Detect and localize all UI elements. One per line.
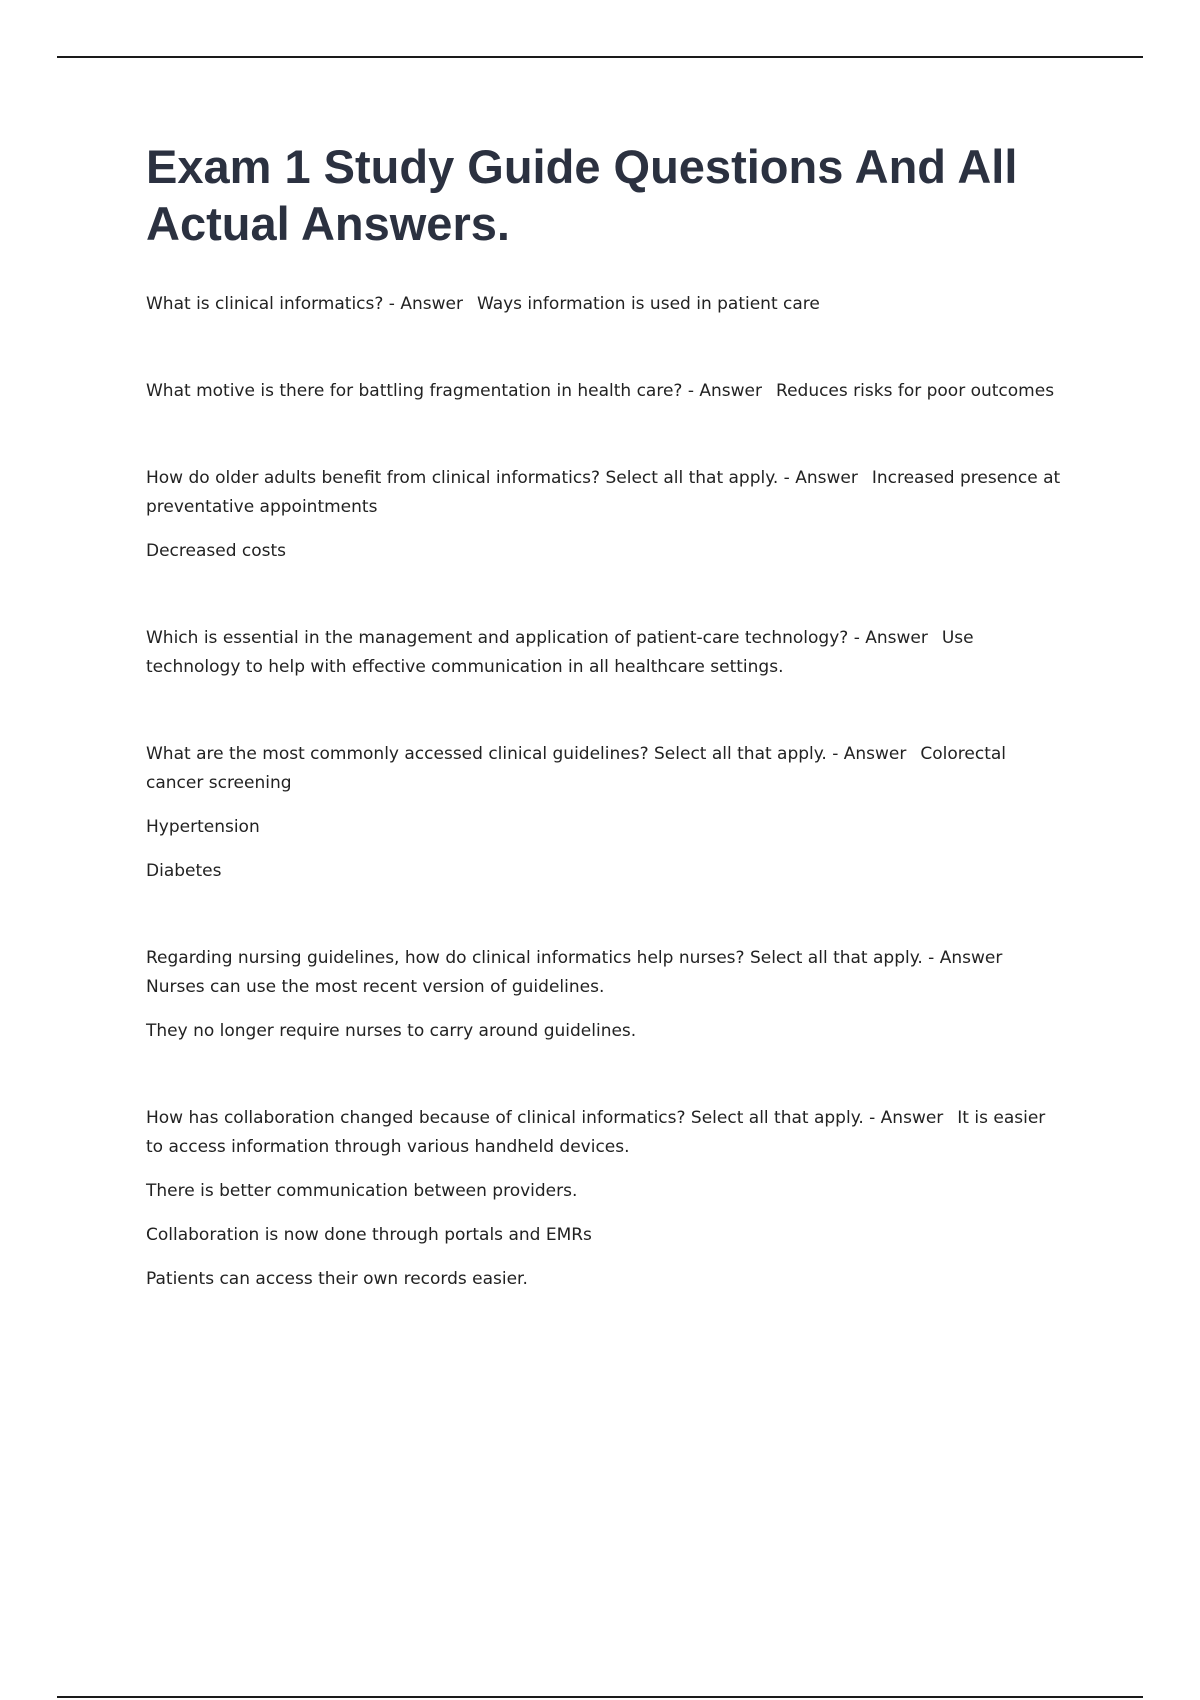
qa-paragraph bbox=[146, 377, 1066, 406]
answer-text: Reduces risks for poor outcomes bbox=[776, 381, 1055, 401]
answer-extra: Collaboration is now done through portals and EMRs bbox=[146, 1225, 592, 1245]
question-text: How do older adults benefit from clinical informatics? Select all that apply. - Answer bbox=[146, 468, 858, 488]
question-text: Which is essential in the management and application of patient-care technology? - Answer bbox=[146, 628, 928, 648]
document-body bbox=[146, 138, 1066, 1352]
qa-item-2 bbox=[146, 377, 1066, 406]
question-text: How has collaboration changed because of clinical informatics? Select all that apply. - Answer bbox=[146, 1108, 944, 1128]
qa-paragraph bbox=[146, 944, 1066, 1002]
qa-paragraph bbox=[146, 624, 1066, 682]
answer-text: Nurses can use the most recent version of guidelines. bbox=[146, 977, 605, 997]
qa-paragraph bbox=[146, 740, 1066, 798]
answer-extra: Hypertension bbox=[146, 817, 260, 837]
answer-extra: Patients can access their own records easier. bbox=[146, 1269, 528, 1289]
top-rule bbox=[57, 56, 1143, 58]
qa-item-7 bbox=[146, 1104, 1066, 1294]
answer-extra: There is better communication between providers. bbox=[146, 1181, 578, 1201]
qa-item-3 bbox=[146, 464, 1066, 566]
question-text: What motive is there for battling fragmentation in health care? - Answer bbox=[146, 381, 763, 401]
qa-paragraph bbox=[146, 290, 1066, 319]
answer-text: Increased presence at preventative appointments bbox=[146, 468, 1061, 517]
answer-text: Colorectal cancer screening bbox=[146, 744, 1006, 793]
answer-text: Ways information is used in patient care bbox=[476, 294, 820, 314]
answer-extra: Diabetes bbox=[146, 861, 222, 881]
question-text: Regarding nursing guidelines, how do clinical informatics help nurses? Select all that apply. - Answer bbox=[146, 948, 1003, 968]
qa-item-4 bbox=[146, 624, 1066, 682]
qa-list bbox=[146, 290, 1066, 1294]
answer-extra: Decreased costs bbox=[146, 541, 287, 561]
answer-text: Use technology to help with effective communication in all healthcare settings. bbox=[146, 628, 974, 677]
qa-paragraph bbox=[146, 464, 1066, 522]
qa-item-5 bbox=[146, 740, 1066, 886]
qa-paragraph bbox=[146, 1104, 1066, 1162]
question-text: What are the most commonly accessed clinical guidelines? Select all that apply. - Answer bbox=[146, 744, 907, 764]
qa-item-1 bbox=[146, 290, 1066, 319]
answer-text: It is easier to access information through various handheld devices. bbox=[146, 1108, 1046, 1157]
bottom-rule bbox=[57, 1696, 1143, 1698]
question-text: What is clinical informatics? - Answer bbox=[146, 294, 463, 314]
document-title: Exam 1 Study Guide Questions And All Actual Answers. bbox=[146, 140, 1018, 250]
answer-extra: They no longer require nurses to carry around guidelines. bbox=[146, 1021, 637, 1041]
qa-item-6 bbox=[146, 944, 1066, 1046]
